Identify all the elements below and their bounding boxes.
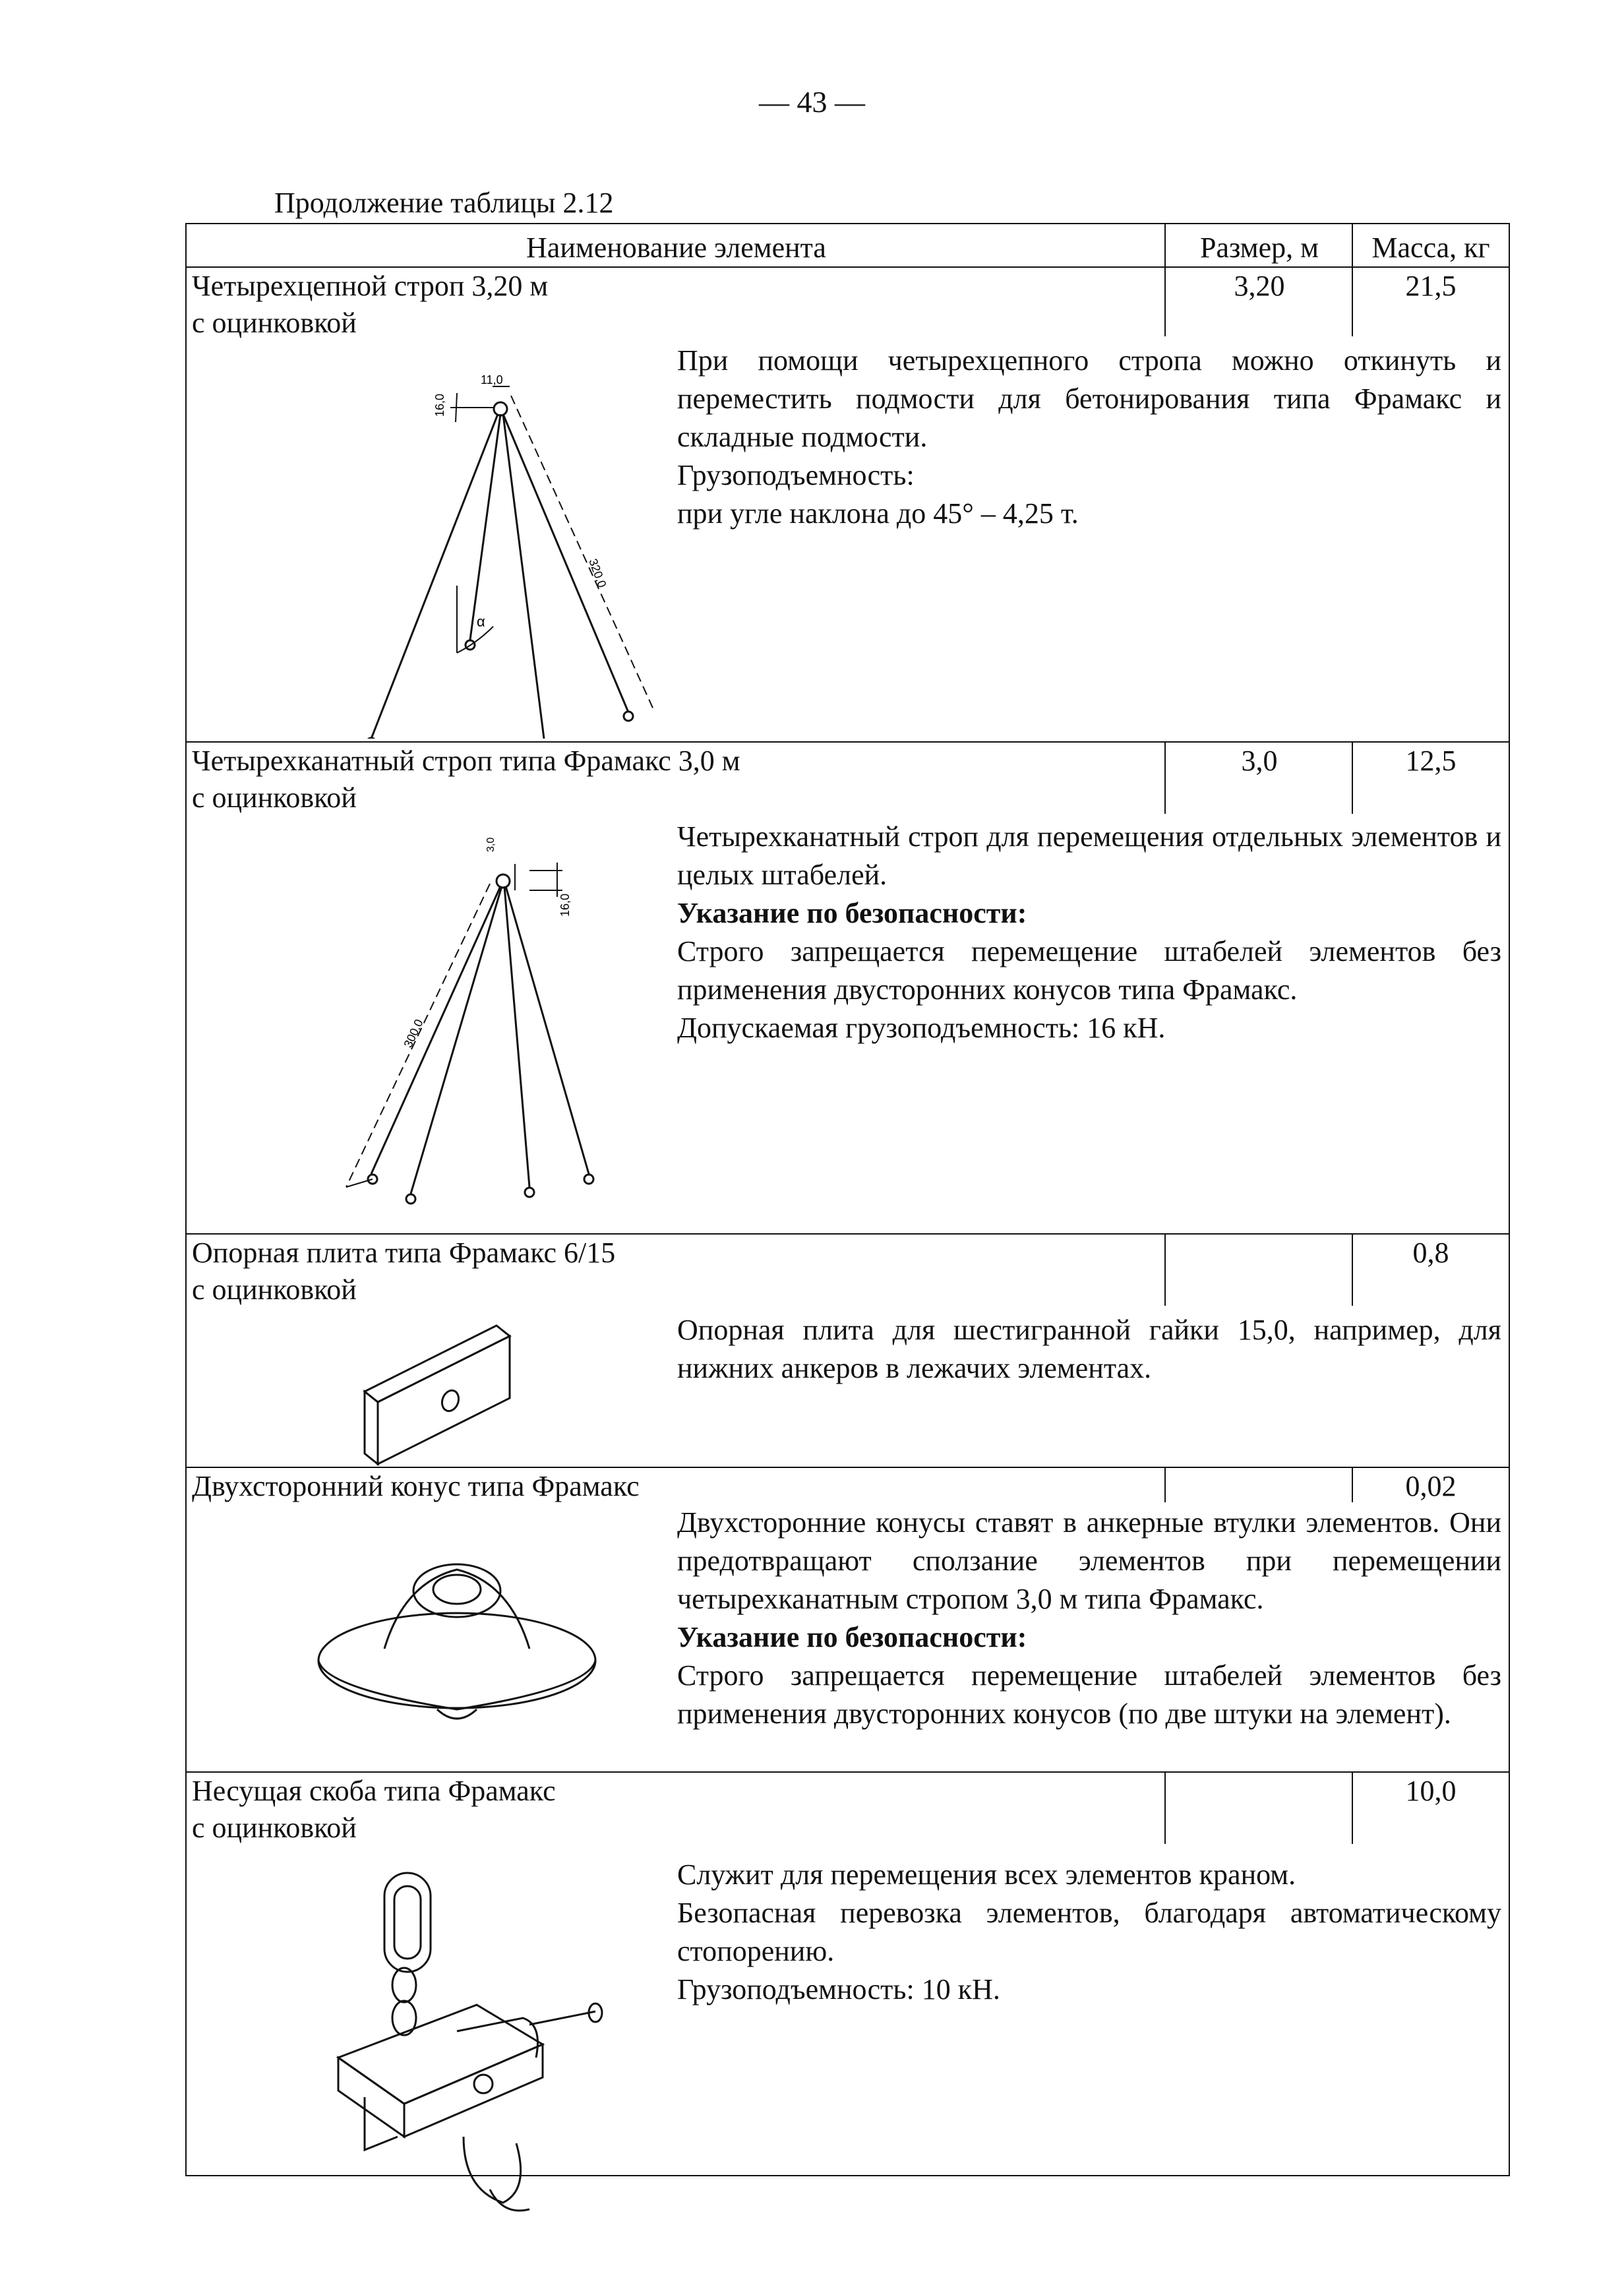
row2-subtitle: с оцинковкой [192,781,357,814]
row1-size: 3,20 [1234,270,1285,302]
row4-safety-heading [677,1618,1501,1657]
row2-safety-heading [677,894,1501,933]
row2-safety-heading-text: Указание по безопасности: [677,897,1027,929]
row2-size: 3,0 [1241,745,1278,777]
sling-ring [494,402,507,415]
table-caption: Продолжение таблицы 2.12 [274,187,614,219]
double-cone-figure [305,1543,609,1741]
row2-desc-text: Четырехканатный строп для перемещения отдельных элементов и целых штабелей. [677,820,1501,891]
row5-capacity: Грузоподъемность: 10 кН. [677,1973,1000,2005]
cone-dome [384,1570,529,1649]
row2-safety-text: Строго запрещается перемещение штабелей элементов без применения двусторонних конусов типа Фрамакс. [677,935,1501,1006]
row1-subtitle: с оцинковкой [192,307,357,339]
plate-hole [439,1388,461,1413]
row2-description [677,818,1501,1047]
leg-length-label: 300,0 [401,1017,426,1050]
row5-desc-text-2: Безопасная перевозка элементов, благодаря автоматическому стопорению. [677,1897,1501,1967]
row5-description [677,1856,1501,2009]
hook-icon [584,1175,593,1184]
plate-top-face [365,1326,510,1402]
row1-capacity-label: Грузоподъемность: [677,459,915,491]
row1-desc-text: При помощи четырехцепного стропа можно откинуть и переместить подмости для бетонирования типа Фрамакс и складные подмости. [677,344,1501,453]
header-name: Наименование элемента [526,231,826,264]
rope-leg [504,886,529,1187]
row1-capacity-value: при угле наклона до 45° – 4,25 т. [677,497,1079,530]
clamp-ring-link [384,1873,431,1972]
header-mass: Масса, кг [1371,231,1490,264]
hook-icon [624,712,633,721]
row5-desc-text: Служит для перемещения всех элементов краном. [677,1858,1296,1891]
cone-inner-hole [433,1575,481,1604]
row1-description [677,342,1501,533]
leg-length-label: 320,0 [586,557,609,590]
sling-ring [496,874,510,888]
row5-mass: 10,0 [1405,1775,1457,1807]
rope-leg [411,886,502,1194]
hook-icon [525,1188,534,1197]
row4-description [677,1504,1501,1733]
row5-subtitle: с оцинковкой [192,1812,357,1844]
row3-title: Опорная плита типа Фрамакс 6/15 [192,1237,616,1269]
cone-disk-edge [318,1661,595,1709]
row1-mass: 21,5 [1405,270,1457,302]
chain-link [392,1968,416,2002]
base-plate-figure [351,1312,589,1484]
cone-disk [318,1613,595,1708]
ring-height-label: 16,0 [558,893,572,917]
clamp-hook [365,2097,398,2150]
clamp-body-front [404,2044,543,2137]
row3-subtitle: с оцинковкой [192,1273,357,1306]
ring-width-label: 11,0 [481,373,503,386]
row4-safety-text: Строго запрещается перемещение штабелей элементов без применения двусторонних конусов (по две штуки на элемент). [677,1659,1501,1730]
hook-icon [406,1194,415,1204]
items-table [185,223,1510,2176]
clamp-body-side [338,2058,404,2137]
clamp-bolt [529,2011,595,2025]
row2-mass: 12,5 [1405,745,1457,777]
clamp-nut [474,2075,493,2093]
row4-title: Двухсторонний конус типа Фрамакс [192,1470,640,1502]
angle-label: α [477,613,485,630]
rope-leg [371,886,500,1174]
plate-side-face [365,1392,378,1464]
row4-mass: 0,02 [1405,1470,1457,1502]
ring-width-label: 3,0 [485,837,496,852]
cone-bottom [437,1709,477,1719]
row5-title: Несущая скоба типа Фрамакс [192,1775,556,1807]
four-chain-sling-figure [259,343,721,739]
row3-desc-text: Опорная плита для шестигранной гайки 15,0, например, для нижних анкеров в лежачих элементах. [677,1314,1501,1384]
page-number: — 43 — [759,85,865,119]
row3-description [677,1311,1501,1388]
hook-icon [367,738,376,739]
row2-capacity: Допускаемая грузоподъемность: 16 кН. [677,1012,1166,1044]
ring-height-label: 16,0 [433,393,446,417]
header-size: Размер, м [1200,231,1319,264]
plate-front-face [378,1336,510,1464]
rope-leg [506,886,589,1174]
row3-mass: 0,8 [1412,1237,1449,1269]
row4-desc-text: Двухсторонние конусы ставят в анкерные втулки элементов. Они предотвращают сползание элементов при перемещении четырехканатным стропом 3,0 м типа Фрамакс. [677,1506,1501,1615]
row2-title: Четырехканатный строп типа Фрамакс 3,0 м [192,745,740,777]
lifting-clamp-figure [305,1860,622,2229]
four-rope-sling-figure [253,818,714,1213]
row4-safety-heading-text: Указание по безопасности: [677,1621,1027,1653]
cone-opening [413,1564,500,1617]
row1-title: Четырехцепной строп 3,20 м [192,270,549,302]
